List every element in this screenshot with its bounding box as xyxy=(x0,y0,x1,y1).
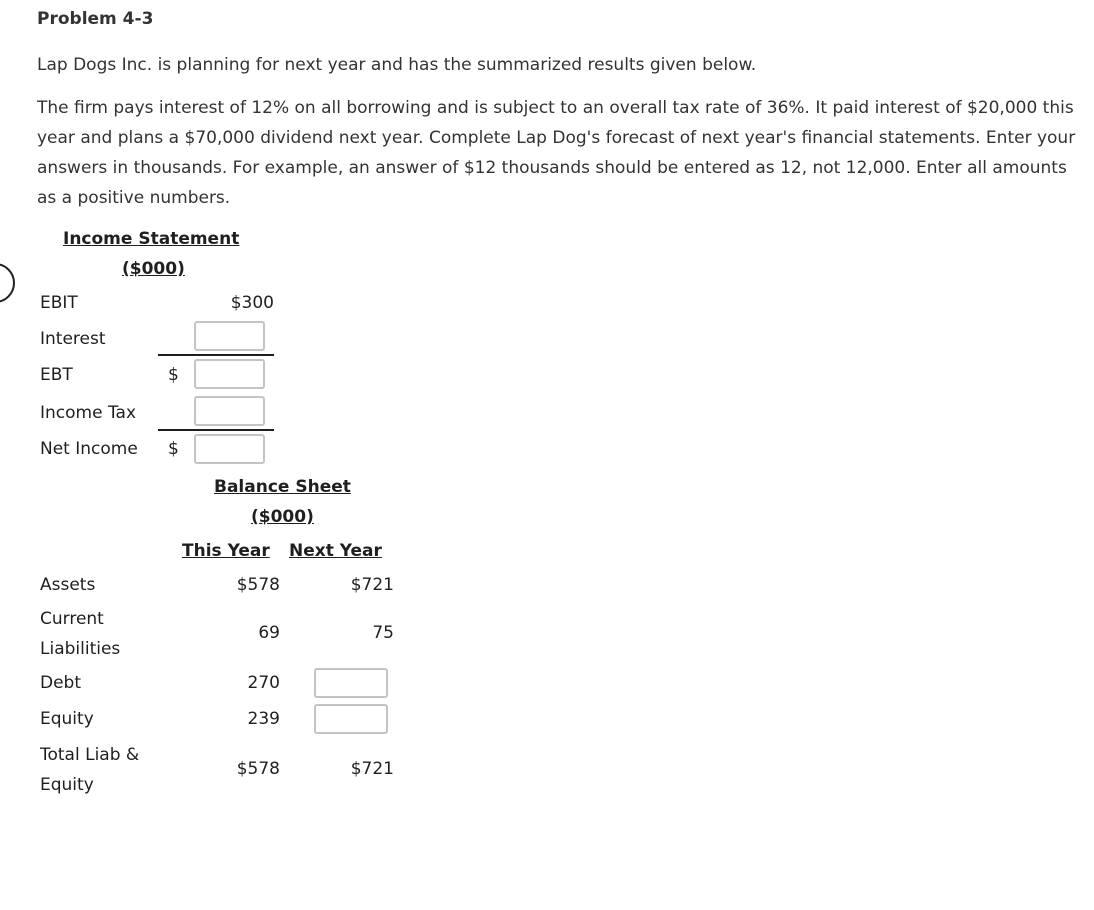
income-statement-heading: Income Statement xyxy=(63,229,240,249)
equity-label: Equity xyxy=(40,709,94,729)
total-rule xyxy=(158,429,274,431)
debt-next-year-input[interactable] xyxy=(314,668,388,698)
radio-marker xyxy=(0,263,15,303)
ebt-currency: $ xyxy=(168,365,179,385)
income-tax-label: Income Tax xyxy=(40,403,137,423)
problem-intro: Lap Dogs Inc. is planning for next year and has the summarized results given below. xyxy=(37,55,757,75)
balance-sheet-heading: Balance Sheet xyxy=(214,477,351,497)
equity-next-year-input[interactable] xyxy=(314,704,388,734)
total-label-line2: Equity xyxy=(40,775,94,795)
debt-this-year: 270 xyxy=(247,673,280,693)
subtotal-rule xyxy=(158,354,274,356)
ebt-input[interactable] xyxy=(194,359,265,389)
net-income-label: Net Income xyxy=(40,439,138,459)
interest-input[interactable] xyxy=(194,321,265,351)
income-tax-input[interactable] xyxy=(194,396,265,426)
equity-this-year: 239 xyxy=(247,709,280,729)
problem-title: Problem 4-3 xyxy=(37,9,154,29)
total-next-year: $721 xyxy=(350,759,394,779)
column-this-year: This Year xyxy=(182,541,270,561)
current-liabilities-label-line1: Current xyxy=(40,609,104,629)
net-income-currency: $ xyxy=(168,439,179,459)
balance-sheet-unit: ($000) xyxy=(251,507,314,527)
column-next-year: Next Year xyxy=(289,541,382,561)
assets-label: Assets xyxy=(40,575,96,595)
current-liabilities-next-year: 75 xyxy=(372,623,394,643)
debt-label: Debt xyxy=(40,673,82,693)
current-liabilities-this-year: 69 xyxy=(258,623,280,643)
total-this-year: $578 xyxy=(236,759,280,779)
current-liabilities-label-line2: Liabilities xyxy=(40,639,121,659)
interest-label: Interest xyxy=(40,329,106,349)
net-income-input[interactable] xyxy=(194,434,265,464)
ebt-label: EBT xyxy=(40,365,73,385)
assets-this-year: $578 xyxy=(236,575,280,595)
problem-instructions: The firm pays interest of 12% on all borrowing and is subject to an overall tax rate of 36%. It paid interest of $20,000 this year and plans a $70,000 dividend next year. Complete Lap Dog's forecast of next year's financial statements. Enter your answers in thousands. For example, an answer of $12 thousands should be entered as 12, not 12,000. Enter all amounts as a positive numbers. xyxy=(37,98,1076,208)
ebit-value: $300 xyxy=(230,293,274,313)
ebit-label: EBIT xyxy=(40,293,78,313)
assets-next-year: $721 xyxy=(350,575,394,595)
income-statement-unit: ($000) xyxy=(122,259,185,279)
total-label-line1: Total Liab & xyxy=(40,745,140,765)
